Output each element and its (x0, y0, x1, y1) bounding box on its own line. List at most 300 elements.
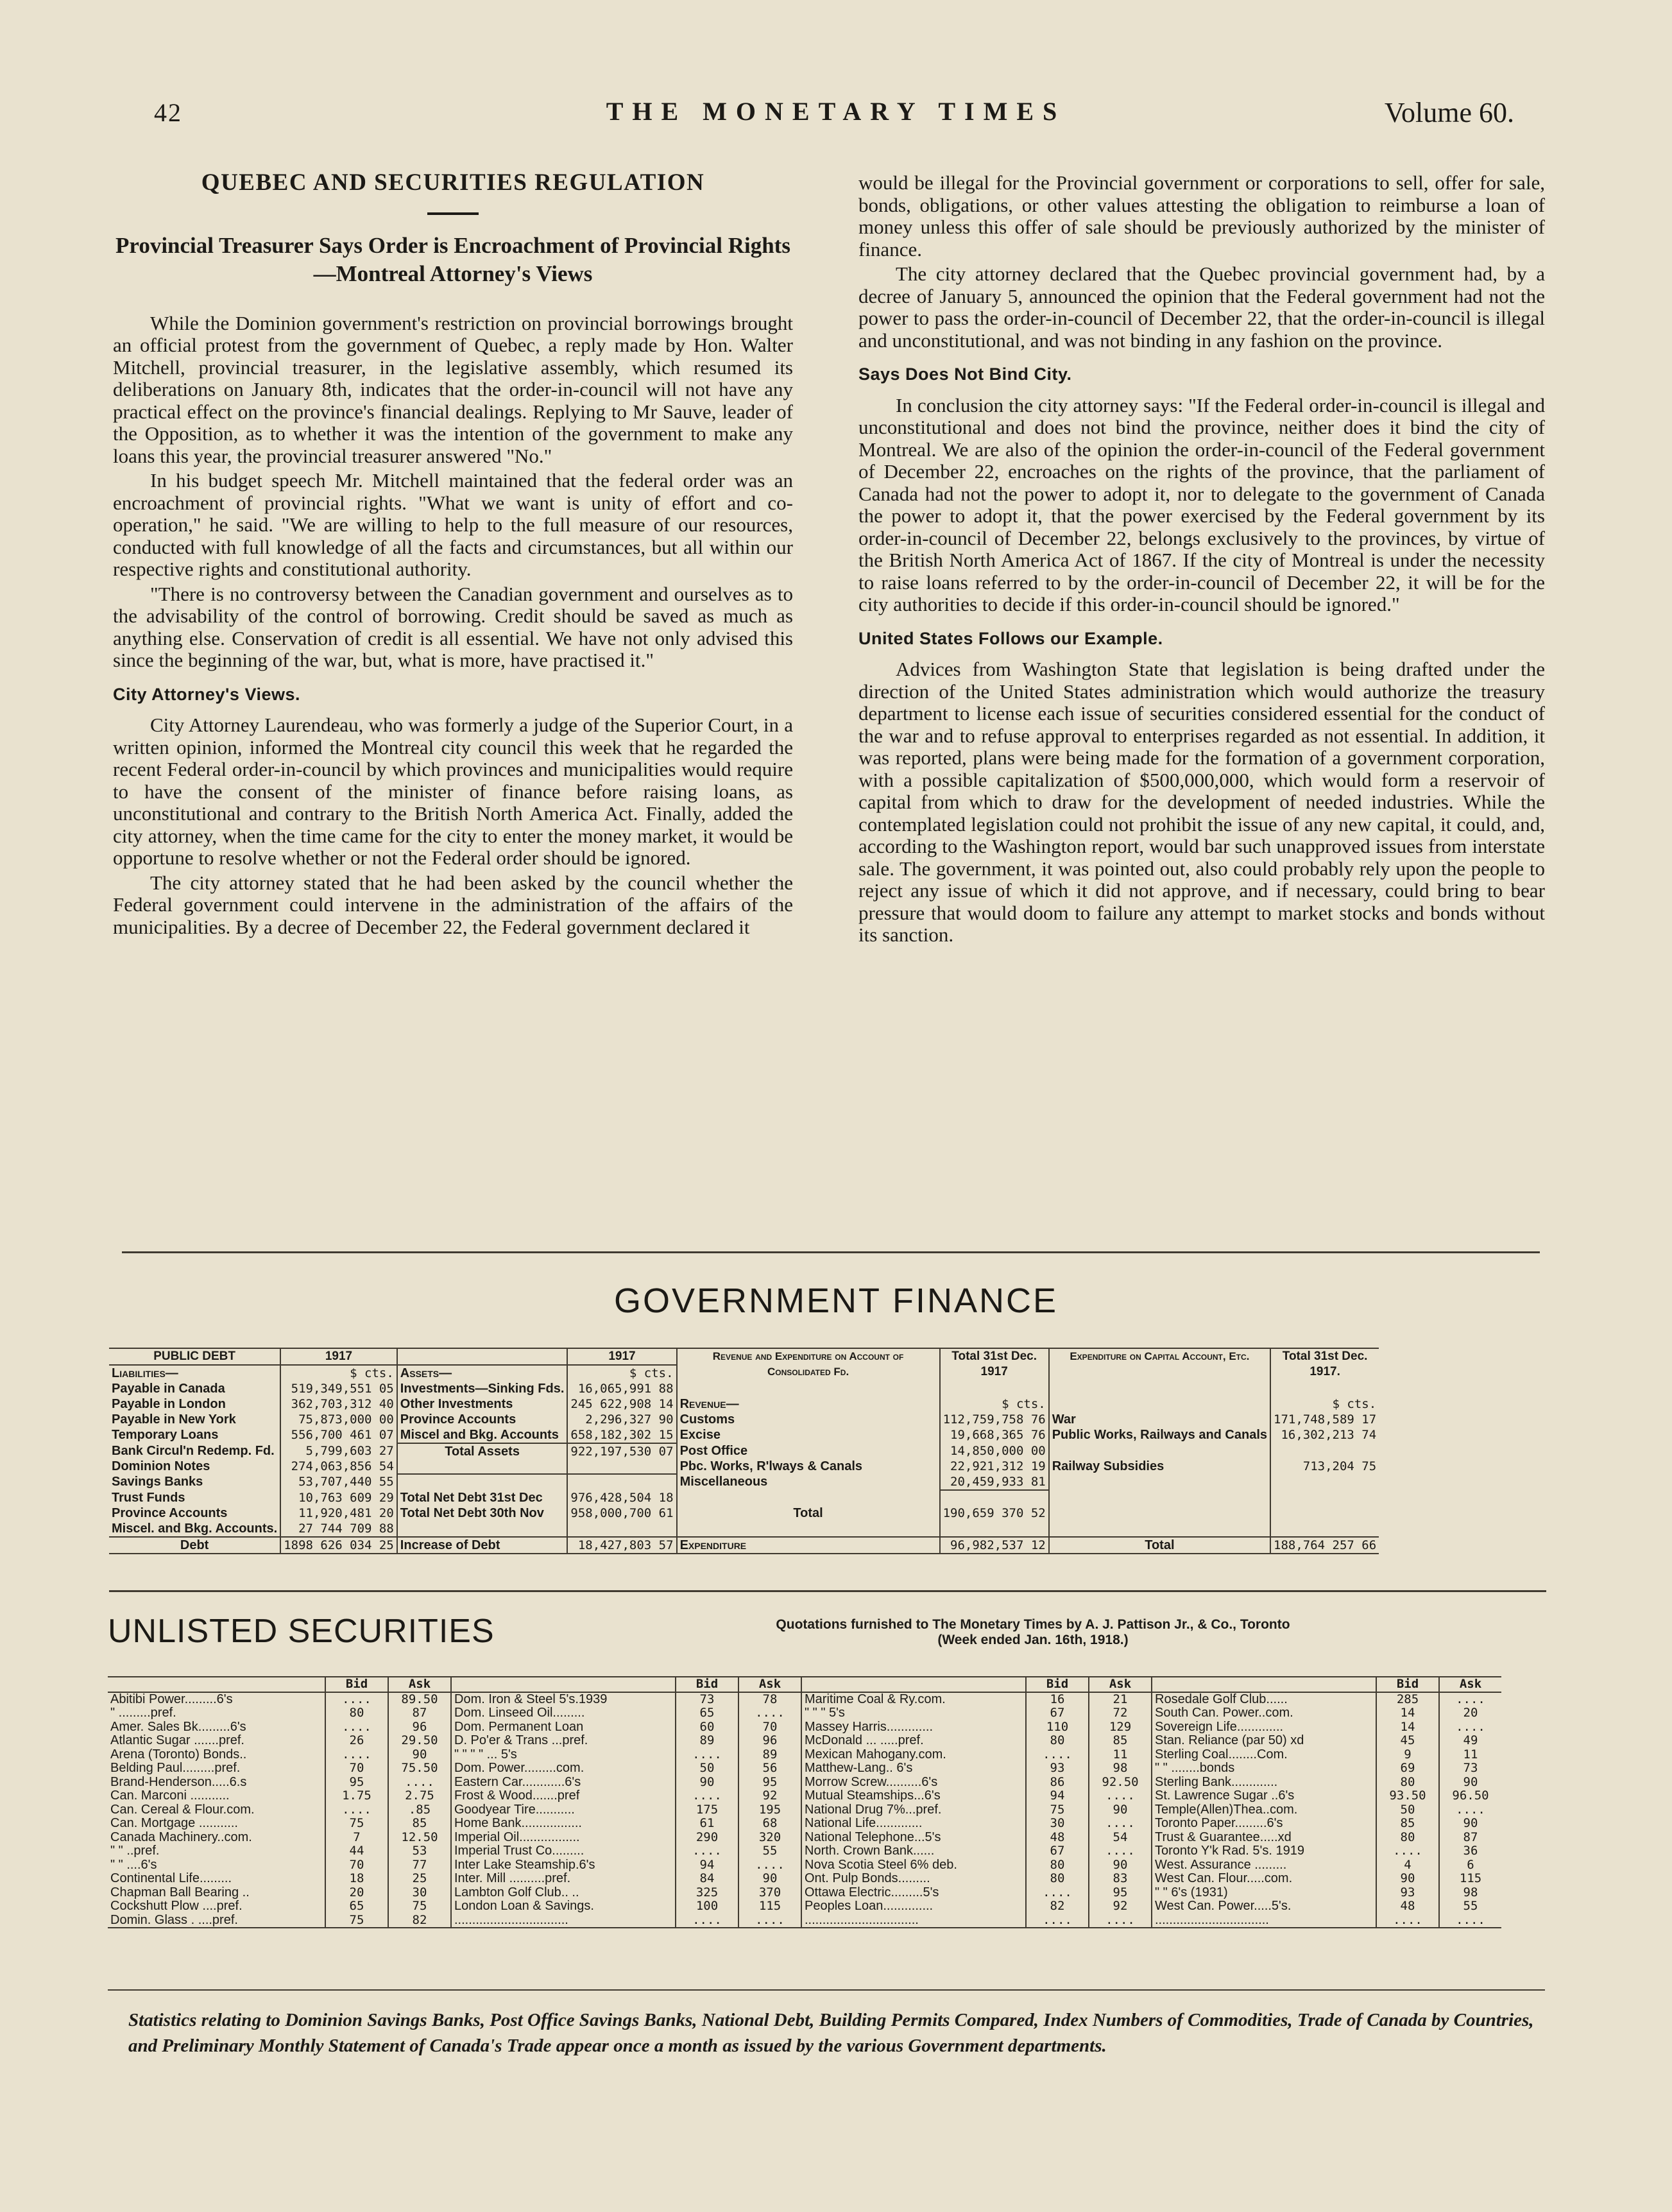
ask-value: 72 (1089, 1706, 1152, 1720)
ask-header: Ask (738, 1677, 801, 1692)
security-name: Inter Lake Steamship.6's (451, 1858, 676, 1873)
capital-label: Railway Subsidies (1049, 1459, 1270, 1474)
security-name: Dom. Iron & Steel 5's.1939 (451, 1692, 676, 1707)
bid-value: .... (676, 1914, 738, 1928)
asset-value: 658,182,302 15 (567, 1427, 676, 1443)
bid-value: .... (325, 1692, 388, 1707)
ask-value: 195 (738, 1803, 801, 1817)
security-name: South Can. Power..com. (1152, 1706, 1376, 1720)
bid-value: 9 (1376, 1748, 1439, 1762)
ask-value: 90 (1439, 1817, 1501, 1831)
bid-value: 75 (325, 1914, 388, 1928)
bid-value: 50 (1376, 1803, 1439, 1817)
ask-value: 320 (738, 1831, 801, 1845)
ask-value: .... (1089, 1844, 1152, 1858)
security-name: Abitibi Power.........6's (110, 1692, 233, 1706)
increase-value: 18,427,803 57 (567, 1537, 676, 1554)
table-row (108, 1720, 1501, 1735)
quotations-note (661, 1617, 1405, 1648)
bid-value: .... (325, 1803, 388, 1817)
ask-value: .... (738, 1706, 801, 1720)
security-name: London Loan & Savings. (451, 1899, 676, 1914)
security-name: " .........pref. (110, 1706, 176, 1720)
ask-value: 96.50 (1439, 1789, 1501, 1803)
security-name: Domin. Glass . ....pref. (110, 1912, 238, 1927)
security-name: Atlantic Sugar .......pref. (110, 1733, 244, 1747)
ask-value: 85 (1089, 1734, 1152, 1748)
liability-label: Dominion Notes (112, 1459, 210, 1473)
ask-value: 11 (1089, 1748, 1152, 1762)
table-row (108, 1776, 1501, 1790)
ask-value: 56 (738, 1762, 801, 1776)
ask-value: 55 (1439, 1899, 1501, 1914)
table-row (108, 1817, 1501, 1831)
section-divider (109, 1590, 1546, 1592)
ask-value: 95 (738, 1776, 801, 1790)
table-row (108, 1706, 1501, 1720)
ask-value: 89 (738, 1748, 801, 1762)
capital-header: Expenditure on Capital Account, Etc. (1049, 1348, 1270, 1381)
liability-value: 519,349,551 05 (280, 1381, 397, 1396)
subhead-not-bind: Says Does Not Bind City. (858, 364, 1072, 384)
security-name: Dom. Permanent Loan (451, 1720, 676, 1735)
unlisted-securities-table (108, 1676, 1501, 1928)
ask-value: .... (1089, 1817, 1152, 1831)
revenue-value: 112,759,758 76 (940, 1412, 1049, 1427)
table-row (108, 1899, 1501, 1914)
security-name: " " 6's (1931) (1152, 1886, 1376, 1900)
bid-value: 48 (1026, 1831, 1089, 1845)
bid-value: 4 (1376, 1858, 1439, 1873)
dollar-cts: $ cts. (1270, 1396, 1379, 1412)
ask-value: .... (1089, 1789, 1152, 1803)
security-name: " " " " ... 5's (451, 1748, 676, 1762)
paragraph: would be illegal for the Provincial government or corporations to sell, offer for sale, bonds, obligations, or other values attesting the obligation to reimburse a loan of money unless this offer of sale should be previously authorized by the minister of finance. (858, 171, 1545, 261)
capital-value: 171,748,589 17 (1270, 1412, 1379, 1427)
bid-value: 82 (1026, 1899, 1089, 1914)
bid-value: .... (1026, 1748, 1089, 1762)
ask-value: 6 (1439, 1858, 1501, 1873)
asset-label: Other Investments (397, 1396, 568, 1412)
ask-value: 68 (738, 1817, 801, 1831)
bid-value: .... (1376, 1844, 1439, 1858)
liability-label: Bank Circul'n Redemp. Fd. (112, 1444, 275, 1458)
total-assets-label: Total Assets (397, 1443, 568, 1474)
security-name: Ont. Pulp Bonds......... (801, 1872, 1026, 1886)
ask-value: 90 (738, 1872, 801, 1886)
security-name: Toronto Paper.........6's (1152, 1817, 1376, 1831)
ask-value: 98 (1089, 1762, 1152, 1776)
ask-value: 83 (1089, 1872, 1152, 1886)
revenue-label: Miscellaneous (677, 1474, 940, 1490)
liability-label: Payable in London (112, 1397, 226, 1411)
ask-value: .85 (388, 1803, 451, 1817)
ask-value: 115 (738, 1899, 801, 1914)
bid-value: 84 (676, 1872, 738, 1886)
bid-value: 14 (1376, 1706, 1439, 1720)
security-name: Chapman Ball Bearing .. (110, 1885, 250, 1899)
bid-value: 7 (325, 1831, 388, 1845)
ask-value: 49 (1439, 1734, 1501, 1748)
bid-value: 100 (676, 1899, 738, 1914)
bid-value: 14 (1376, 1720, 1439, 1735)
security-name: Trust & Guarantee.....xd (1152, 1831, 1376, 1845)
asset-label: Miscel and Bkg. Accounts (397, 1427, 568, 1443)
security-name: Belding Paul.........pref. (110, 1761, 241, 1775)
bid-value: .... (1026, 1914, 1089, 1928)
asset-value: 2,296,327 90 (567, 1412, 676, 1427)
security-name: National Drug 7%...pref. (801, 1803, 1026, 1817)
ask-value: 75.50 (388, 1762, 451, 1776)
bid-value: 290 (676, 1831, 738, 1845)
ask-value: 90 (388, 1748, 451, 1762)
expenditure-label: Expenditure (677, 1537, 940, 1554)
ask-value: 53 (388, 1844, 451, 1858)
security-name: Goodyear Tire........... (451, 1803, 676, 1817)
bid-value: 80 (325, 1706, 388, 1720)
security-name: West Can. Flour.....com. (1152, 1872, 1376, 1886)
revenue-value: 19,668,365 76 (940, 1427, 1049, 1443)
bid-value: 16 (1026, 1692, 1089, 1707)
bid-value: 325 (676, 1886, 738, 1900)
bid-value: 67 (1026, 1706, 1089, 1720)
bid-value: 110 (1026, 1720, 1089, 1735)
security-name: Can. Cereal & Flour.com. (110, 1802, 255, 1817)
bid-header: Bid (1376, 1677, 1439, 1692)
security-name: Sovereign Life............. (1152, 1720, 1376, 1735)
ask-value: .... (1089, 1914, 1152, 1928)
security-name: Canada Machinery..com. (110, 1830, 252, 1844)
year-header: 1917 (567, 1348, 676, 1365)
bid-value: 175 (676, 1803, 738, 1817)
paragraph: The city attorney declared that the Quebec provincial government had, by a decree of January 5, announced the opinion that the Federal government had not the power to pass the order-in-council of December 22, that the order-in-council is illegal and unconstitutional, and was not binding in any fashion on the province. (858, 262, 1545, 352)
ask-value: 77 (388, 1858, 451, 1873)
title-divider (427, 212, 479, 215)
security-name: Imperial Trust Co......... (451, 1844, 676, 1858)
security-name: National Life............. (801, 1817, 1026, 1831)
bid-value: 94 (676, 1858, 738, 1873)
unlisted-securities-title: UNLISTED SECURITIES (108, 1613, 495, 1650)
ask-value: .... (388, 1776, 451, 1790)
article-right-column (858, 172, 1545, 949)
bid-value: 70 (325, 1762, 388, 1776)
security-name: Matthew-Lang.. 6's (801, 1762, 1026, 1776)
ask-value: 85 (388, 1817, 451, 1831)
total31-header: Total 31st Dec. 1917 (940, 1348, 1049, 1381)
security-name: Eastern Car............6's (451, 1776, 676, 1790)
bid-value: 48 (1376, 1899, 1439, 1914)
revenue-total-value: 190,659 370 52 (940, 1505, 1049, 1521)
ask-value: 82 (388, 1914, 451, 1928)
ask-header: Ask (1439, 1677, 1501, 1692)
revenue-label: Revenue— (677, 1396, 940, 1412)
ask-value: 36 (1439, 1844, 1501, 1858)
net-debt-31dec-label: Total Net Debt 31st Dec (397, 1490, 568, 1505)
ask-value: 29.50 (388, 1734, 451, 1748)
ask-value: 96 (388, 1720, 451, 1735)
debt-label: Debt (109, 1537, 280, 1554)
ask-value: 78 (738, 1692, 801, 1707)
government-finance-title: GOVERNMENT FINANCE (613, 1282, 1059, 1320)
security-name: Inter. Mill ..........pref. (451, 1872, 676, 1886)
government-finance-table (109, 1348, 1379, 1554)
liability-label: Miscel. and Bkg. Accounts. (112, 1522, 278, 1536)
bid-value: 67 (1026, 1844, 1089, 1858)
security-name: St. Lawrence Sugar ..6's (1152, 1789, 1376, 1803)
ask-value: 30 (388, 1886, 451, 1900)
ask-value: .... (1439, 1692, 1501, 1707)
security-name: West. Assurance ......... (1152, 1858, 1376, 1873)
ask-value: 96 (738, 1734, 801, 1748)
dollar-cts: $ cts. (567, 1365, 676, 1381)
ask-value: 25 (388, 1872, 451, 1886)
bid-value: 20 (325, 1886, 388, 1900)
ask-value: 89.50 (388, 1692, 451, 1707)
table-row (108, 1748, 1501, 1762)
paragraph: City Attorney Laurendeau, who was formerly a judge of the Superior Court, in a written opinion, informed the Montreal city council this week that he regarded the recent Federal order-in-council by which provinces and municipalities would require to have the consent of the minister of finance before raising loans, as unconstitutional and contrary to the British North America Act. Finally, added the city attorney, when the time came for the city to enter the money market, it would be opportune to resolve whether or not the Federal order should be ignored. (113, 714, 793, 869)
ask-value: .... (1439, 1720, 1501, 1735)
liability-label: Temporary Loans (112, 1428, 219, 1442)
bid-value: 89 (676, 1734, 738, 1748)
total31-header-2: Total 31st Dec. 1917. (1270, 1348, 1379, 1381)
revenue-label: Excise (677, 1427, 940, 1443)
security-name: National Telephone...5's (801, 1831, 1026, 1845)
liabilities-label: Liabilities— (112, 1366, 178, 1380)
table-row (108, 1692, 1501, 1707)
security-name: Arena (Toronto) Bonds.. (110, 1747, 247, 1762)
increase-label: Increase of Debt (397, 1537, 568, 1554)
table-row (108, 1858, 1501, 1873)
liability-value: 75,873,000 00 (280, 1412, 397, 1427)
liability-value: 27 744 709 88 (280, 1521, 397, 1537)
ask-value: 20 (1439, 1706, 1501, 1720)
bid-header: Bid (325, 1677, 388, 1692)
security-name: Can. Mortgage ........... (110, 1816, 238, 1830)
revenue-value: 22,921,312 19 (940, 1459, 1049, 1474)
bid-value: 80 (1376, 1776, 1439, 1790)
bid-value: 65 (676, 1706, 738, 1720)
table-row (108, 1886, 1501, 1900)
bid-value: 93 (1026, 1762, 1089, 1776)
security-name: Amer. Sales Bk.........6's (110, 1719, 246, 1734)
capital-value: 16,302,213 74 (1270, 1427, 1379, 1459)
paragraph: Advices from Washington State that legislation is being drafted under the direction of the United States administration which would authorize the treasury department to license each issue of securities considered essential for the conduct of the war and to refuse approval to enterprises regarded as not essential. In addition, it was reported, plans were being made for the formation of a government corporation, with a possible capitalization of $500,000,000, which would form a reservoir of capital from which to draw for the development of needed industries. While the contemplated legislation could not prohibit the issue of any new capital, it could, and, according to the Washington report, would bar such unapproved issues from interstate sale. The government, it was pointed out, also could probably rely upon the people to reject any issue of which it did not approve, and if necessary, could bring to bear pressure that would doom to failure any attempt to market stocks and bonds without its sanction. (858, 658, 1545, 946)
bid-value: 80 (1026, 1872, 1089, 1886)
bid-value: 94 (1026, 1789, 1089, 1803)
security-name: Home Bank................. (451, 1817, 676, 1831)
bid-value: 65 (325, 1899, 388, 1914)
security-name: Maritime Coal & Ry.com. (801, 1692, 1026, 1707)
ask-value: 55 (738, 1844, 801, 1858)
table-row (108, 1914, 1501, 1928)
asset-label: Province Accounts (397, 1412, 568, 1427)
bid-value: 45 (1376, 1734, 1439, 1748)
security-name: Dom. Linseed Oil......... (451, 1706, 676, 1720)
bid-value: 93 (1376, 1886, 1439, 1900)
ask-value: 87 (388, 1706, 451, 1720)
ask-value: .... (738, 1914, 801, 1928)
bid-value: 70 (325, 1858, 388, 1873)
revexp-header: Revenue and Expenditure on Account of Consolidated Fd. (677, 1348, 940, 1381)
ask-value: 73 (1439, 1762, 1501, 1776)
security-name: D. Po'er & Trans ...pref. (451, 1734, 676, 1748)
bid-value: 285 (1376, 1692, 1439, 1707)
paragraph: The city attorney stated that he had been asked by the council whether the Federal government could intervene in the administration of the affairs of the municipalities. By a decree of December 22, the Federal government declared it (113, 871, 793, 938)
ask-value: .... (738, 1858, 801, 1873)
revenue-value: 20,459,933 81 (940, 1474, 1049, 1490)
security-name: Can. Marconi ........... (110, 1788, 230, 1803)
liability-label: Payable in New York (112, 1412, 236, 1427)
bid-value: 95 (325, 1776, 388, 1790)
security-name: Frost & Wood.......pref (451, 1789, 676, 1803)
bid-value: 61 (676, 1817, 738, 1831)
ask-value: 129 (1089, 1720, 1152, 1735)
ask-value: .... (1439, 1914, 1501, 1928)
bid-value: 30 (1026, 1817, 1089, 1831)
security-name: ................................ (801, 1914, 1026, 1928)
ask-value: 12.50 (388, 1831, 451, 1845)
paragraph: "There is no controversy between the Canadian government and ourselves as to the advisability of the control of borrowing. Credit should be saved as much as anything else. Conservation of credit is all essential. We have not only advised this since the beginning of the war, but, what is more, have practised it." (113, 582, 793, 671)
bid-value: 80 (1376, 1831, 1439, 1845)
liability-value: 5,799,603 27 (280, 1443, 397, 1459)
bid-value: 80 (1026, 1858, 1089, 1873)
liability-value: 362,703,312 40 (280, 1396, 397, 1412)
bid-value: 60 (676, 1720, 738, 1735)
assets-label: Assets— (397, 1365, 568, 1381)
liability-value: 11,920,481 20 (280, 1505, 397, 1521)
quotations-note-line1: Quotations furnished to The Monetary Times by A. J. Pattison Jr., & Co., Toronto (776, 1617, 1290, 1632)
security-name: " " " 5's (801, 1706, 1026, 1720)
asset-value: 16,065,991 88 (567, 1381, 676, 1396)
capital-total-value: 188,764 257 66 (1270, 1537, 1379, 1554)
bid-value: 50 (676, 1762, 738, 1776)
year-header: 1917 (280, 1348, 397, 1365)
security-name: Dom. Power.........com. (451, 1762, 676, 1776)
liability-label: Trust Funds (112, 1491, 185, 1505)
paragraph: While the Dominion government's restriction on provincial borrowings brought an official protest from the government of Quebec, a reply made by Hon. Walter Mitchell, provincial treasurer, in the legislative assembly, which resumed its deliberations on January 8th, indicates that the order-in-council will not have any practical effect on the province's financial dealings. Replying to Mr Sauve, leader of the Opposition, as to whether it was the intention of the government to make any loans this year, the provincial treasurer answered "No." (113, 311, 793, 467)
security-name: Brand-Henderson.....6.s (110, 1774, 247, 1789)
bid-value: 86 (1026, 1776, 1089, 1790)
security-name: Peoples Loan.............. (801, 1899, 1026, 1914)
statistics-note: Statistics relating to Dominion Savings Banks, Post Office Savings Banks, National Debt, Building Permits Compared, Index Numbers of Commodities, Trade of Canada by Countries, and Preliminary Monthly Statement of Canada's Trade appear once a month as issued by the various Government departments. (128, 2010, 1534, 2056)
security-name: " " ........bonds (1152, 1762, 1376, 1776)
dollar-cts: $ cts. (940, 1396, 1049, 1412)
ask-header: Ask (388, 1677, 451, 1692)
bid-value: .... (1376, 1914, 1439, 1928)
capital-total-label: Total (1049, 1537, 1270, 1554)
security-name: " " ....6's (110, 1857, 157, 1872)
security-name: McDonald ... .....pref. (801, 1734, 1026, 1748)
ask-value: 90 (1439, 1776, 1501, 1790)
liability-label: Savings Banks (112, 1475, 203, 1489)
bid-value: .... (1026, 1886, 1089, 1900)
section-divider (122, 1251, 1540, 1253)
security-name: Lambton Golf Club.. .. (451, 1886, 676, 1900)
bid-value: 1.75 (325, 1789, 388, 1803)
bid-value: 93.50 (1376, 1789, 1439, 1803)
security-name: Stan. Reliance (par 50) xd (1152, 1734, 1376, 1748)
ask-value: 21 (1089, 1692, 1152, 1707)
dollar-cts: $ cts. (280, 1365, 397, 1381)
bid-value: .... (676, 1789, 738, 1803)
net-debt-30nov-label: Total Net Debt 30th Nov (397, 1505, 568, 1521)
security-name: " " ..pref. (110, 1844, 160, 1858)
liability-value: 556,700 461 07 (280, 1427, 397, 1443)
ask-value: 370 (738, 1886, 801, 1900)
ask-value: 70 (738, 1720, 801, 1735)
public-debt-header: PUBLIC DEBT (109, 1348, 280, 1365)
revenue-label: Post Office (677, 1443, 940, 1459)
revenue-value: 14,850,000 00 (940, 1443, 1049, 1459)
bid-value: 80 (1026, 1734, 1089, 1748)
ask-value: 87 (1439, 1831, 1501, 1845)
ask-value: 90 (1089, 1858, 1152, 1873)
volume-label: Volume 60. (1384, 97, 1514, 128)
ask-value: 54 (1089, 1831, 1152, 1845)
security-name: Nova Scotia Steel 6% deb. (801, 1858, 1026, 1873)
bid-value: 44 (325, 1844, 388, 1858)
security-name: Toronto Y'k Rad. 5's. 1919 (1152, 1844, 1376, 1858)
ask-value: 115 (1439, 1872, 1501, 1886)
table-row (108, 1762, 1501, 1776)
bid-value: 85 (1376, 1817, 1439, 1831)
paragraph: In his budget speech Mr. Mitchell maintained that the federal order was an encroachment of provincial rights. "What we want is unity of effort and co-operation," he said. "We are willing to help to the full measure of our resources, conducted with full knowledge of all the facts and circumstances, but all within our respective rights and constitutional authority. (113, 469, 793, 580)
article-left-column (113, 169, 793, 941)
liability-value: 10,763 609 29 (280, 1490, 397, 1505)
bid-header: Bid (676, 1677, 738, 1692)
publication-title: THE MONETARY TIMES (606, 97, 1066, 126)
paragraph: In conclusion the city attorney says: "If the Federal order-in-council is illegal and unconstitutional and does not bind the province, neither does it bind the city of Montreal. We are also of the opinion the order-in-council of the Federal government of December 22, encroaches on the rights of the province, that the parliament of Canada had not the power to adopt it, nor to delegate to the government of Canada the power to adopt it, that the power exercised by the Federal government by its order-in-council of December 22, belongs exclusively to the provinces, by virtue of the British North America Act of 1867. If the city of Montreal is under the necessity to raise loans referred to by the order-in-council of December 22, it will be for the city authorities to decide if this order-in-council should be ignored." (858, 393, 1545, 615)
net-debt-30nov-value: 958,000,700 61 (567, 1505, 676, 1521)
liability-value: 53,707,440 55 (280, 1474, 397, 1490)
table-row (108, 1844, 1501, 1858)
bid-value: 69 (1376, 1762, 1439, 1776)
page-number: 42 (154, 98, 182, 127)
article-subtitle: Provincial Treasurer Says Order is Encroachment of Provincial Rights—Montreal Attorney's Views (115, 232, 790, 286)
security-name: ................................ (1152, 1914, 1376, 1928)
expenditure-value: 96,982,537 12 (940, 1537, 1049, 1554)
ask-value: 92.50 (1089, 1776, 1152, 1790)
bid-value: .... (325, 1720, 388, 1735)
asset-label: Investments—Sinking Fds. (397, 1381, 568, 1396)
bid-value: 90 (676, 1776, 738, 1790)
asset-value: 245 622,908 14 (567, 1396, 676, 1412)
ask-header: Ask (1089, 1677, 1152, 1692)
ask-value: 11 (1439, 1748, 1501, 1762)
ask-value: .... (1439, 1803, 1501, 1817)
bid-value: 26 (325, 1734, 388, 1748)
security-name: Continental Life......... (110, 1871, 232, 1885)
security-name: West Can. Power.....5's. (1152, 1899, 1376, 1914)
ask-value: 90 (1089, 1803, 1152, 1817)
security-name: Imperial Oil................. (451, 1831, 676, 1845)
security-name: Ottawa Electric.........5's (801, 1886, 1026, 1900)
table-row (108, 1734, 1501, 1748)
bid-value: .... (676, 1748, 738, 1762)
security-name: Mutual Steamships...6's (801, 1789, 1026, 1803)
net-debt-31dec-value: 976,428,504 18 (567, 1490, 676, 1505)
liability-label: Payable in Canada (112, 1382, 225, 1396)
revenue-label: Pbc. Works, R'lways & Canals (677, 1459, 940, 1474)
security-name: Mexican Mahogany.com. (801, 1748, 1026, 1762)
bid-value: .... (325, 1748, 388, 1762)
bid-value: 73 (676, 1692, 738, 1707)
capital-label: Public Works, Railways and Canals (1049, 1427, 1270, 1459)
table-row (108, 1831, 1501, 1845)
revenue-label: Customs (677, 1412, 940, 1427)
security-name: Morrow Screw..........6's (801, 1776, 1026, 1790)
table-row (108, 1789, 1501, 1803)
